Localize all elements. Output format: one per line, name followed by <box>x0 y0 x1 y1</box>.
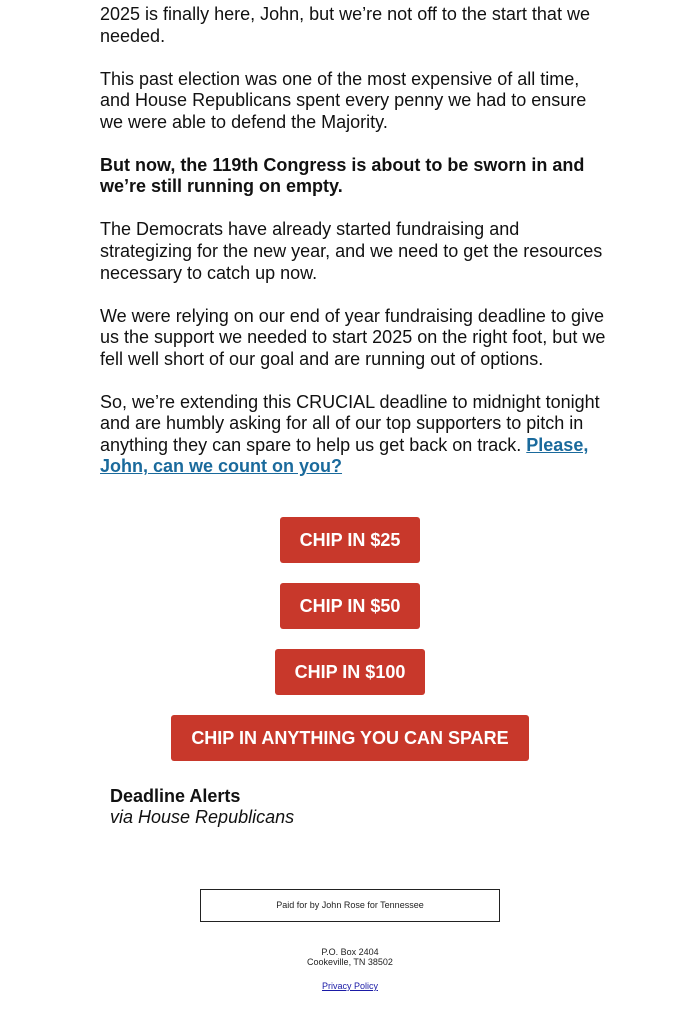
democrats-paragraph: The Democrats have already started fundraising and strategizing for the new year, and we need to get the resources necessary to catch up now. <box>100 219 603 283</box>
address-line-1: P.O. Box 2404 <box>321 947 379 957</box>
chip-in-50-button[interactable]: CHIP IN $50 <box>280 583 420 629</box>
final-paragraph <box>100 392 610 478</box>
intro-paragraph: 2025 is finally here, John, but we’re not off to the start that we needed. <box>100 4 590 46</box>
chip-in-25-button[interactable]: CHIP IN $25 <box>280 517 420 563</box>
signature <box>110 786 294 828</box>
signature-org: via House Republicans <box>110 807 295 827</box>
email-body <box>100 4 610 499</box>
address-line-2: Cookeville, TN 38502 <box>307 957 393 967</box>
privacy-policy-link[interactable]: Privacy Policy <box>321 981 378 991</box>
chip-in-anything-button[interactable]: CHIP IN ANYTHING YOU CAN SPARE <box>171 715 529 761</box>
election-paragraph: This past election was one of the most expensive of all time, and House Republicans spent every penny we had to ensure we were able to defend the Majority. <box>100 68 587 132</box>
chip-in-100-button[interactable]: CHIP IN $100 <box>275 649 425 695</box>
count-on-you-link[interactable]: Please, John, can we count on you? <box>100 434 589 477</box>
mailing-address <box>200 947 500 967</box>
final-paragraph-text: So, we’re extending this CRUCIAL deadline to midnight tonight and are humbly asking for all of our top supporters to pitch in anything they can spare to help us get back on track. <box>100 391 600 455</box>
signature-name: Deadline Alerts <box>110 786 241 806</box>
congress-paragraph: But now, the 119th Congress is about to be sworn in and we’re still running on empty. <box>100 154 585 197</box>
paid-for-disclaimer: Paid for by John Rose for Tennessee <box>200 889 500 922</box>
privacy-policy <box>200 981 500 991</box>
deadline-paragraph: We were relying on our end of year fundraising deadline to give us the support we needed to start 2025 on the right foot, but we fell well short of our goal and are running out of options. <box>100 305 606 369</box>
